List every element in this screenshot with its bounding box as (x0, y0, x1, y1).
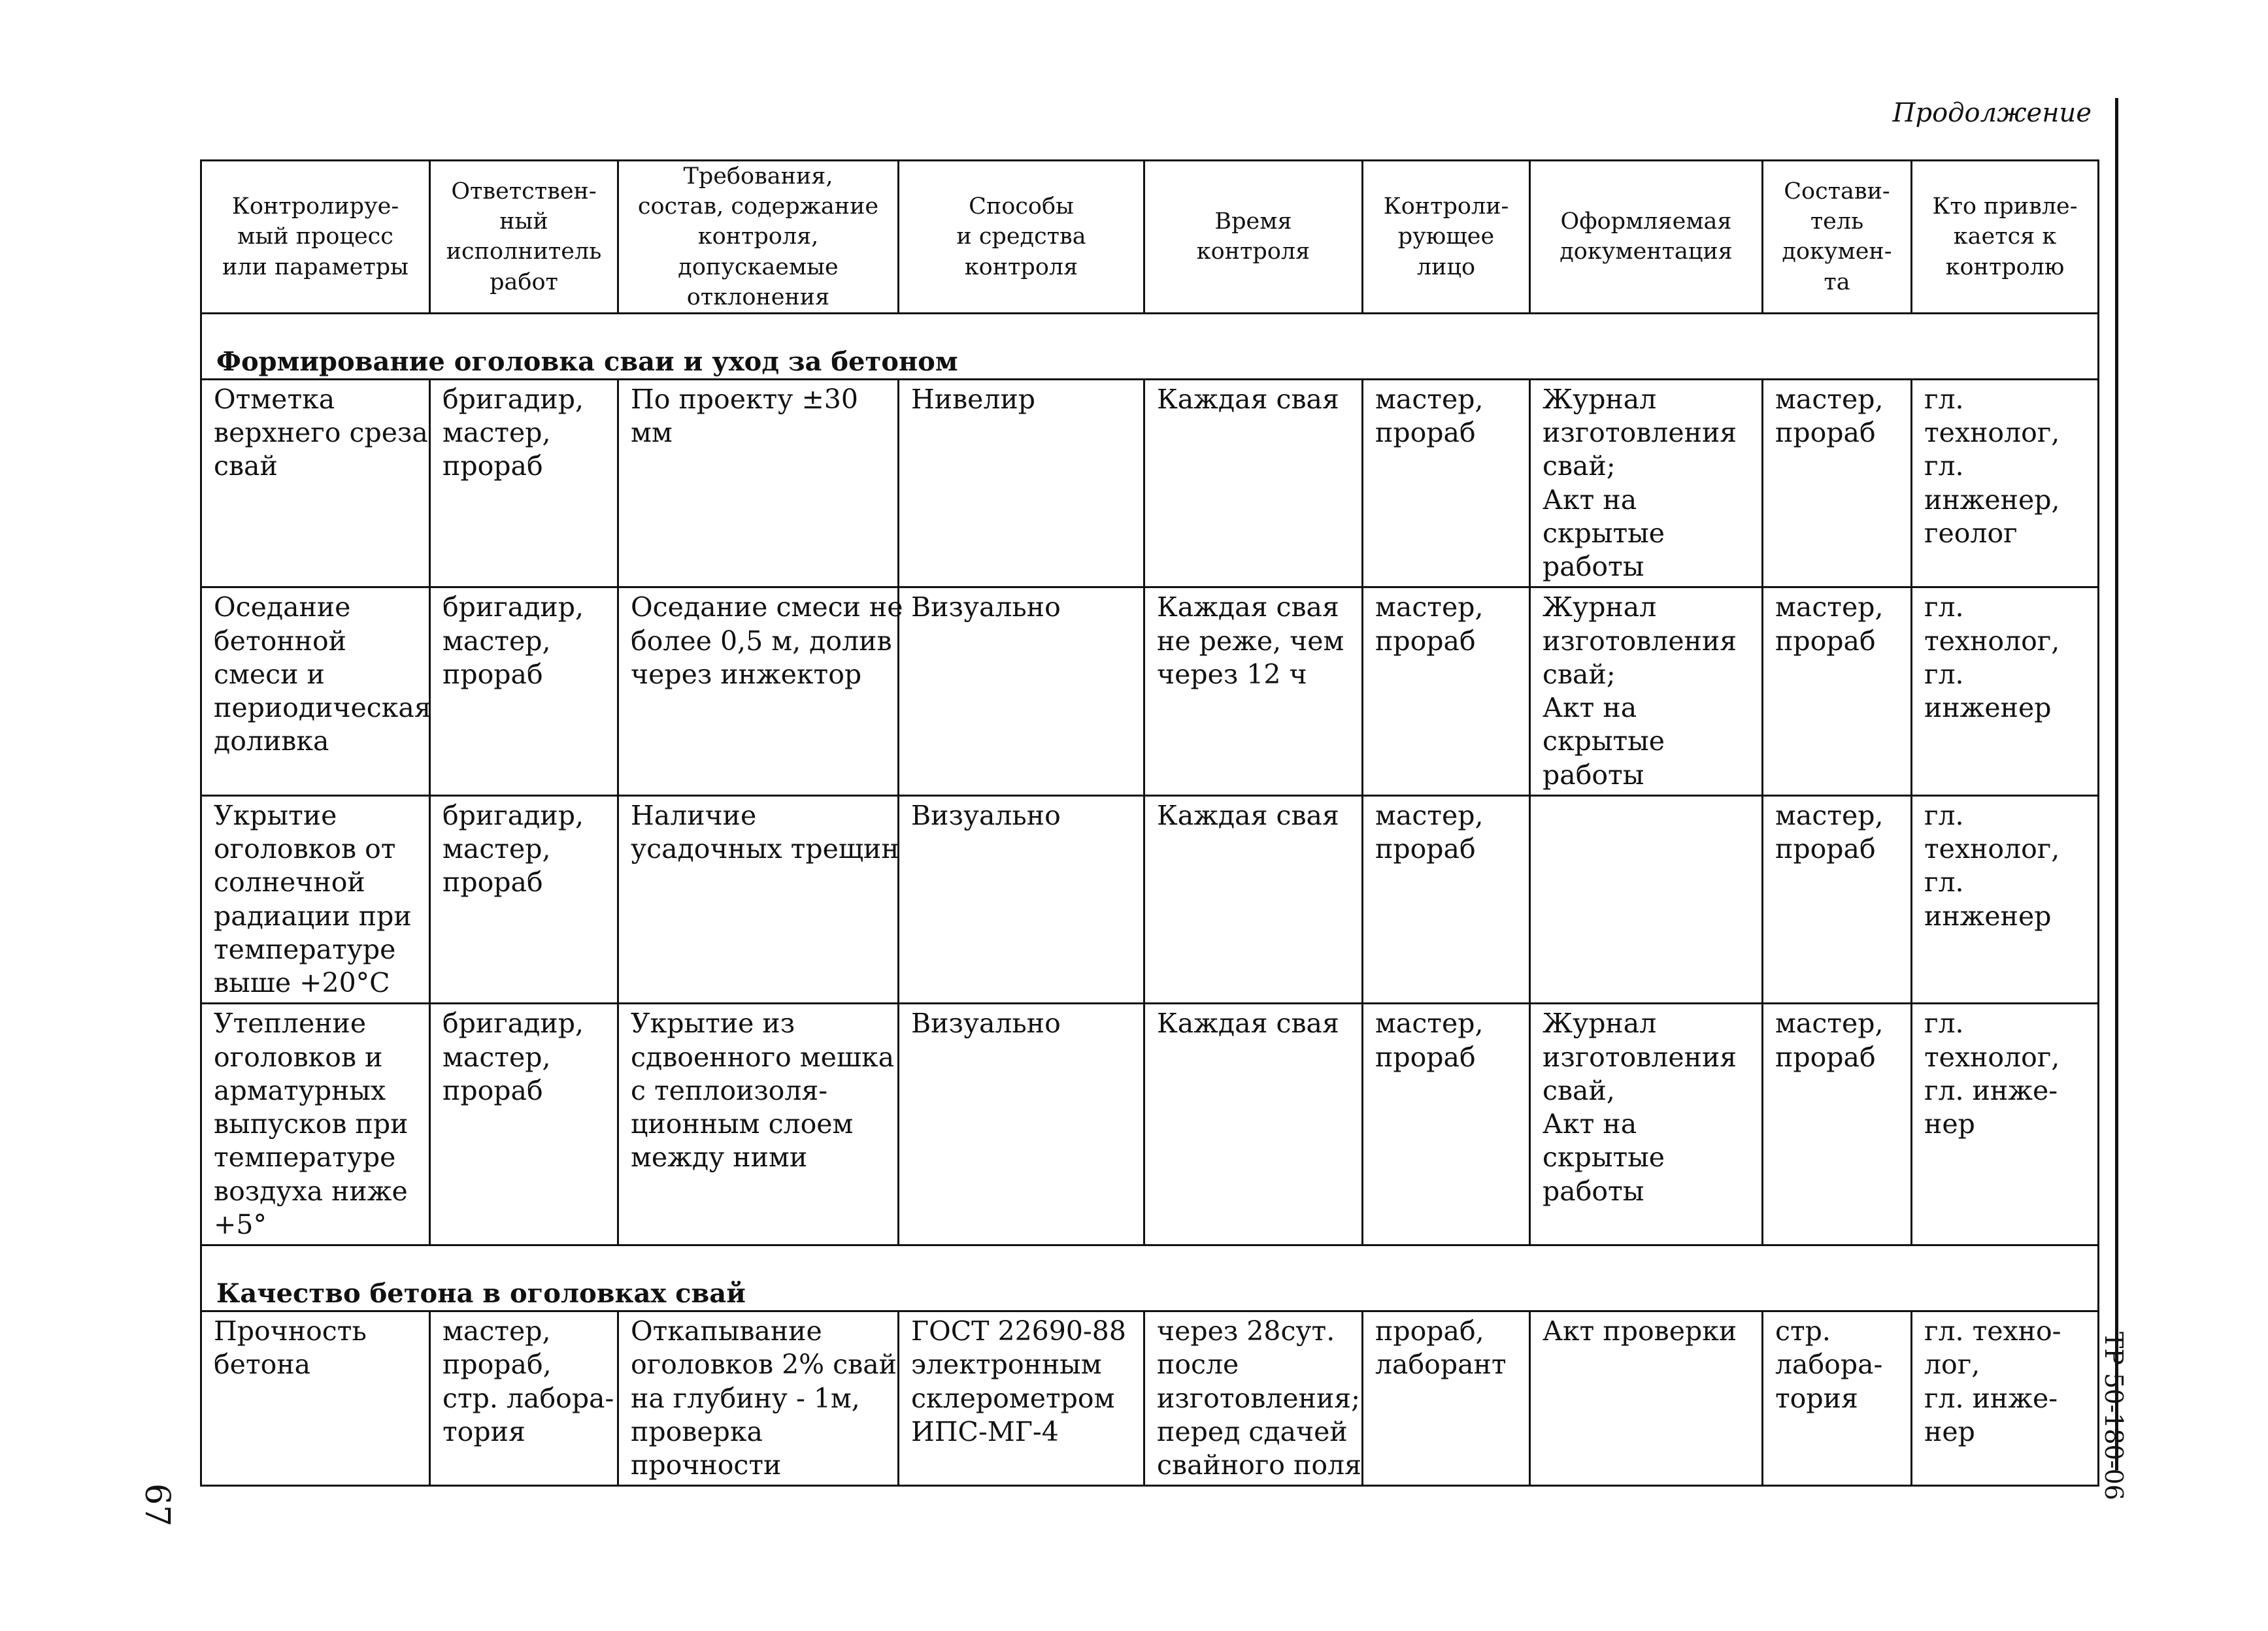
table-cell (618, 795, 899, 1004)
cell-line: Журнал (1543, 591, 1657, 623)
header-document-author (1763, 161, 1912, 314)
cell-line: прочности (631, 1449, 782, 1481)
cell-line: изготовления; (1157, 1382, 1360, 1414)
table-row (201, 795, 2099, 1004)
cell-line: сдвоенного мешка (631, 1041, 895, 1073)
cell-line: тель (1810, 208, 1864, 235)
cell-line: Акт на (1543, 692, 1637, 724)
cell-line: инженер (1924, 692, 2052, 724)
table-cell (1144, 379, 1363, 587)
cell-line: технолог, (1924, 417, 2060, 449)
cell-line: мастер, (1775, 591, 1884, 623)
table-cell (430, 587, 618, 796)
table-cell (1363, 587, 1530, 796)
cell-line: рующее (1397, 223, 1495, 250)
cell-line: температуре (214, 1142, 396, 1174)
header-controlled-process (201, 161, 430, 314)
cell-line: перед сдачей (1157, 1415, 1348, 1447)
cell-line: прораб (1775, 1041, 1876, 1073)
cell-line: мастер, (1375, 591, 1484, 623)
cell-line: Ответствен- (451, 178, 597, 205)
table-cell (1912, 379, 2099, 587)
cell-line: Кто привле- (1932, 193, 2078, 220)
cell-line: отклонения (686, 284, 830, 310)
table-cell (1912, 587, 2099, 796)
cell-line: геолог (1924, 517, 2018, 549)
table-cell (899, 1311, 1144, 1486)
cell-line: свайного поля (1157, 1449, 1361, 1481)
cell-line: та (1824, 269, 1850, 295)
cell-line: инженер (1924, 900, 2052, 932)
cell-line: через 28сут. (1157, 1315, 1335, 1347)
cell-line: гл. (1924, 799, 1964, 831)
cell-line: бетонной (214, 625, 346, 657)
page-number: 67 (137, 1483, 176, 1527)
cell-line: на глубину - 1м, (631, 1382, 860, 1414)
header-control-time (1144, 161, 1363, 314)
cell-line: прораб (1375, 625, 1476, 657)
cell-line: бетона (214, 1349, 311, 1381)
cell-line: изготовления (1543, 625, 1737, 657)
cell-line: документация (1559, 239, 1733, 265)
cell-line: контролю (1945, 254, 2065, 280)
cell-line: состав, содержание (637, 193, 879, 220)
cell-line: Контролируе- (231, 193, 399, 220)
table-cell (201, 795, 430, 1004)
cell-line: изготовления (1543, 1041, 1737, 1073)
table-cell (1763, 795, 1912, 1004)
cell-line: бригадир, (442, 799, 584, 831)
table-cell (1144, 795, 1363, 1004)
cell-line: прораб (1775, 625, 1876, 657)
cell-line: Отметка (214, 383, 335, 415)
cell-line: мастер, (442, 417, 551, 449)
cell-line: через инжектор (631, 658, 862, 690)
cell-line: свай; (1543, 450, 1616, 482)
cell-line: оголовков 2% свай (631, 1349, 897, 1381)
cell-line: арматурных (214, 1074, 386, 1106)
cell-line: Каждая свая (1157, 1008, 1339, 1040)
table-cell (1530, 795, 1763, 1004)
cell-line: солнечной (214, 866, 365, 898)
cell-line: Нивелир (911, 383, 1036, 415)
cell-line: работ (490, 269, 558, 295)
cell-line: и средства (956, 223, 1086, 250)
section-row (201, 1245, 2099, 1311)
cell-line: мастер, (1375, 799, 1484, 831)
table-cell (1530, 1004, 1763, 1245)
cell-line: ный (499, 208, 548, 235)
table-cell (201, 379, 430, 587)
cell-line: Каждая свая (1157, 383, 1339, 415)
table-cell (430, 795, 618, 1004)
cell-line: изготовления (1543, 417, 1737, 449)
cell-line: прораб (442, 866, 543, 898)
table-cell (1912, 1311, 2099, 1486)
header-involved-in-control (1912, 161, 2099, 314)
cell-line: Визуально (911, 591, 1061, 623)
cell-line: скрытые (1543, 725, 1665, 757)
table-cell (1144, 1004, 1363, 1245)
cell-line: Журнал (1543, 383, 1657, 415)
table-cell (1144, 587, 1363, 796)
cell-line: Акт проверки (1543, 1315, 1737, 1347)
cell-line: прораб (442, 1074, 543, 1106)
cell-line: мастер, (1775, 1008, 1884, 1040)
cell-line: лабора- (1775, 1349, 1883, 1381)
cell-line: между ними (631, 1142, 808, 1174)
cell-line: не реже, чем (1157, 625, 1344, 657)
cell-line: работы (1543, 551, 1644, 583)
cell-line: Оседание (214, 591, 351, 623)
table-row (201, 587, 2099, 796)
cell-line: верхнего среза (214, 417, 428, 449)
cell-line: прораб (1375, 417, 1476, 449)
cell-line: исполнитель (446, 239, 602, 265)
cell-line: бригадир, (442, 1008, 584, 1040)
header-requirements (618, 161, 899, 314)
table-cell (430, 1004, 618, 1245)
cell-line: мастер, (1775, 383, 1884, 415)
table-row (201, 1004, 2099, 1245)
cell-line: ционным слоем (631, 1108, 854, 1140)
table-cell (1912, 795, 2099, 1004)
header-responsible-executor (430, 161, 618, 314)
table-cell (1763, 1311, 1912, 1486)
table-cell (430, 379, 618, 587)
cell-line: гл. (1924, 450, 1964, 482)
cell-line: оголовков от (214, 833, 396, 865)
cell-line: воздуха ниже (214, 1175, 408, 1207)
header-documentation (1530, 161, 1763, 314)
table-cell (1530, 1311, 1763, 1486)
cell-line: нер (1924, 1108, 1975, 1140)
cell-line: мый процесс (237, 223, 393, 250)
cell-line: прораб (1775, 833, 1876, 865)
cell-line: инженер, (1924, 484, 2060, 516)
cell-line: свай, (1543, 1074, 1615, 1106)
cell-line: мастер, (442, 1315, 551, 1347)
cell-line: кается к (1953, 223, 2057, 250)
cell-line: температуре (214, 933, 396, 965)
cell-line: прораб, (1375, 1315, 1484, 1347)
cell-line: выпусков при (214, 1108, 409, 1140)
right-margin-rule (2115, 98, 2118, 1470)
cell-line: прораб (1375, 833, 1476, 865)
table-cell (618, 1311, 899, 1486)
cell-line: через 12 ч (1157, 658, 1307, 690)
cell-line: Время (1214, 208, 1292, 235)
cell-line: Наличие (631, 799, 757, 831)
cell-line: смеси и (214, 658, 325, 690)
table-cell (1363, 795, 1530, 1004)
cell-line: ГОСТ 22690-88 (911, 1315, 1126, 1347)
cell-line: гл. техно- (1924, 1315, 2061, 1347)
cell-line: проверка (631, 1415, 763, 1447)
cell-line: более 0,5 м, долив (631, 625, 892, 657)
cell-line: мастер, (442, 1041, 551, 1073)
table-cell (1912, 1004, 2099, 1245)
table-row (201, 379, 2099, 587)
table-cell (618, 379, 899, 587)
cell-line: гл. (1924, 658, 1964, 690)
cell-line: мастер, (442, 625, 551, 657)
cell-line: Оседание смеси не (631, 591, 903, 623)
cell-line: контроля, (697, 223, 819, 250)
table-header-row (201, 161, 2099, 314)
cell-line: периодическая (214, 692, 431, 724)
table-cell (201, 1311, 430, 1486)
header-control-methods (899, 161, 1144, 314)
table-cell (1530, 587, 1763, 796)
cell-line: усадочных трещин (631, 833, 899, 865)
table-cell (899, 379, 1144, 587)
table-cell (1363, 1004, 1530, 1245)
cell-line: тория (1775, 1382, 1858, 1414)
cell-line: скрытые (1543, 1142, 1665, 1174)
cell-line: выше +20°С (214, 967, 390, 999)
cell-line: Визуально (911, 799, 1061, 831)
cell-line: стр. (1775, 1315, 1831, 1347)
cell-line: гл. (1924, 1008, 1964, 1040)
cell-line: контроля (1196, 239, 1310, 265)
cell-line: прораб (1775, 417, 1876, 449)
cell-line: гл. инже- (1924, 1074, 2058, 1106)
cell-line: докумен- (1782, 239, 1892, 265)
cell-line: радиации при (214, 900, 412, 932)
cell-line: Состави- (1784, 178, 1890, 205)
cell-line: Контроли- (1383, 193, 1509, 220)
cell-line: мастер, (1375, 383, 1484, 415)
cell-line: мастер, (1775, 799, 1884, 831)
table-cell (1763, 1004, 1912, 1245)
table-cell (899, 1004, 1144, 1245)
cell-line: бригадир, (442, 591, 584, 623)
table-row (201, 1311, 2099, 1486)
table-cell (1363, 379, 1530, 587)
cell-line: Укрытие из (631, 1008, 795, 1040)
table-cell (1363, 1311, 1530, 1486)
cell-line: мм (631, 417, 673, 449)
cell-line: Визуально (911, 1008, 1061, 1040)
cell-line: лицо (1416, 254, 1476, 280)
cell-line: после (1157, 1349, 1239, 1381)
document-code: ТР 50-180-06 (2099, 1332, 2128, 1500)
cell-line: Укрытие (214, 799, 337, 831)
cell-line: мастер, (442, 833, 551, 865)
cell-line: работы (1543, 1175, 1644, 1207)
cell-line: скрытые (1543, 517, 1665, 549)
cell-line: гл. (1924, 866, 1964, 898)
table-cell (618, 587, 903, 796)
table-cell (1763, 587, 1912, 796)
cell-line: прораб, (442, 1349, 552, 1381)
cell-line: Прочность (214, 1315, 367, 1347)
cell-line: По проекту ±30 (631, 383, 858, 415)
table-cell (201, 1004, 430, 1245)
section-title: Качество бетона в оголовках свай (201, 1245, 2099, 1311)
cell-line: прораб (1375, 1041, 1476, 1073)
cell-line: Акт на (1543, 484, 1637, 516)
cell-line: гл. (1924, 591, 1964, 623)
control-table (200, 159, 2099, 1487)
cell-line: Требования, (683, 163, 833, 189)
table-cell (1530, 379, 1763, 587)
cell-line: электронным (911, 1349, 1102, 1381)
cell-line: стр. лабора- (442, 1382, 614, 1414)
cell-line: +5° (214, 1208, 267, 1240)
continuation-label: Продолжение (1892, 98, 2092, 128)
cell-line: оголовков и (214, 1041, 383, 1073)
cell-line: технолог, (1924, 625, 2060, 657)
cell-line: допускаемые (678, 254, 839, 280)
table-cell (899, 795, 1144, 1004)
cell-line: мастер, (1375, 1008, 1484, 1040)
cell-line: Журнал (1543, 1008, 1657, 1040)
cell-line: Каждая свая (1157, 799, 1339, 831)
cell-line: гл. (1924, 383, 1964, 415)
cell-line: Каждая свая (1157, 591, 1339, 623)
cell-line: работы (1543, 759, 1644, 791)
section-title: Формирование оголовка сваи и уход за бетоном (201, 313, 2099, 379)
header-controlling-person (1363, 161, 1530, 314)
table-cell (1144, 1311, 1363, 1486)
cell-line: гл. инже- (1924, 1382, 2058, 1414)
cell-line: Оформляемая (1560, 208, 1732, 235)
cell-line: свай (214, 450, 278, 482)
cell-line: склерометром (911, 1382, 1115, 1414)
cell-line: прораб (442, 658, 543, 690)
cell-line: Акт на (1543, 1108, 1637, 1140)
cell-line: Откапывание (631, 1315, 822, 1347)
cell-line: или параметры (222, 254, 409, 280)
cell-line: прораб (442, 450, 543, 482)
table-cell (201, 587, 430, 796)
cell-line: Способы (969, 193, 1074, 220)
table-cell (899, 587, 1144, 796)
table-cell (1763, 379, 1912, 587)
cell-line: Утепление (214, 1008, 367, 1040)
cell-line: технолог, (1924, 833, 2060, 865)
cell-line: ИПС-МГ-4 (911, 1415, 1059, 1447)
cell-line: лаборант (1375, 1349, 1507, 1381)
cell-line: доливка (214, 725, 329, 757)
cell-line: технолог, (1924, 1041, 2060, 1073)
table-cell (618, 1004, 899, 1245)
cell-line: с теплоизоля- (631, 1074, 828, 1106)
cell-line: лог, (1924, 1349, 1980, 1381)
cell-line: бригадир, (442, 383, 584, 415)
table-cell (430, 1311, 618, 1486)
cell-line: тория (442, 1415, 525, 1447)
section-row (201, 313, 2099, 379)
cell-line: контроля (964, 254, 1078, 280)
cell-line: нер (1924, 1415, 1975, 1447)
cell-line: свай; (1543, 658, 1616, 690)
